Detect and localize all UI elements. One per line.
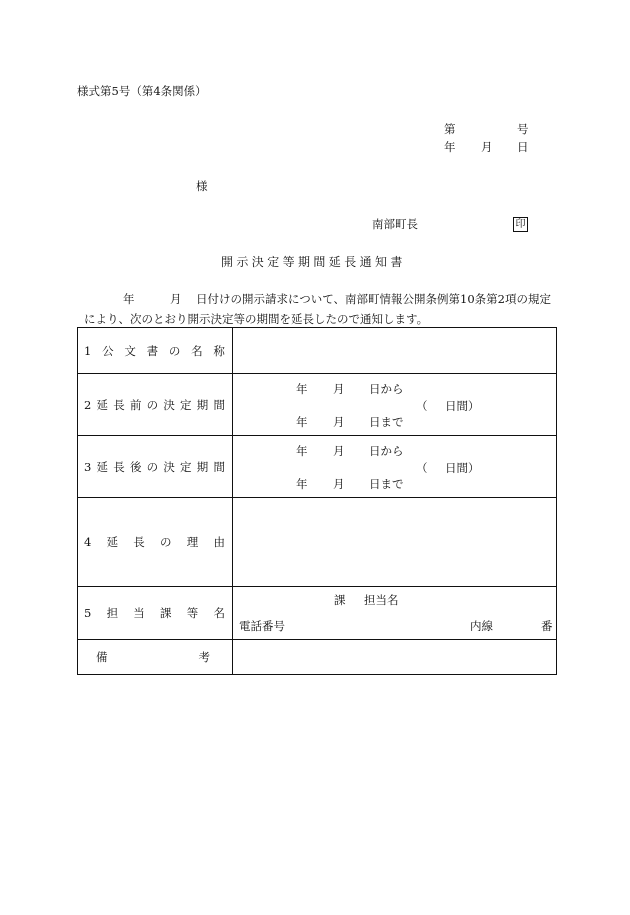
label-char: の bbox=[168, 343, 181, 358]
body-text-line-2: により、次のとおり開示決定等の期間を延長したので通知します。 bbox=[84, 312, 429, 326]
notice-form-table bbox=[77, 327, 557, 675]
to-year: 年 bbox=[296, 477, 308, 491]
row-label-period-after bbox=[78, 436, 233, 498]
label-char: 5 bbox=[84, 606, 92, 620]
label-char: 定 bbox=[180, 397, 192, 412]
label-char: 定 bbox=[180, 459, 192, 474]
label-char: 称 bbox=[213, 343, 225, 358]
label-char: 等 bbox=[186, 606, 199, 620]
value-document-name[interactable] bbox=[233, 328, 557, 374]
row-label-reason bbox=[78, 498, 233, 587]
to-day: 日まで bbox=[369, 415, 404, 429]
from-year: 年 bbox=[296, 444, 308, 458]
label-char: 当 bbox=[133, 606, 145, 620]
body-year: 年 bbox=[123, 292, 135, 306]
label-char: 理 bbox=[186, 535, 199, 549]
label-char: 3 bbox=[84, 459, 92, 474]
to-month: 月 bbox=[333, 415, 345, 429]
recipient-honorific: 様 bbox=[196, 179, 208, 193]
seal-box: 印 bbox=[513, 217, 528, 232]
row-label-document-name bbox=[78, 328, 233, 374]
days-label: 日間） bbox=[445, 399, 480, 413]
label-char: 名 bbox=[191, 343, 203, 358]
body-text-rest: 日付けの開示請求について、南部町情報公開条例第10条第2項の規定 bbox=[196, 292, 551, 306]
table-row bbox=[78, 436, 557, 498]
issuer-name: 南部町長 bbox=[372, 217, 418, 231]
label-char: 考 bbox=[198, 650, 210, 664]
row-label-remarks bbox=[78, 640, 233, 675]
body-month: 月 bbox=[170, 292, 182, 306]
from-year: 年 bbox=[296, 382, 308, 396]
phone-number-label: 電話番号 bbox=[239, 619, 285, 633]
value-reason[interactable] bbox=[233, 498, 557, 587]
label-char: 期 bbox=[196, 397, 209, 412]
label-char: 1 bbox=[84, 343, 92, 358]
from-day: 日から bbox=[369, 382, 404, 396]
label-char: 公 bbox=[102, 343, 114, 358]
issue-month: 月 bbox=[481, 140, 493, 154]
label-char: 間 bbox=[213, 459, 225, 474]
label-char: 長 bbox=[113, 397, 125, 412]
number-suffix: 号 bbox=[517, 122, 529, 136]
value-period-before[interactable] bbox=[233, 374, 557, 436]
extension-label: 内線 bbox=[470, 619, 493, 633]
label-char: 前 bbox=[129, 397, 142, 412]
table-row bbox=[78, 328, 557, 374]
to-year: 年 bbox=[296, 415, 308, 429]
from-month: 月 bbox=[333, 382, 345, 396]
label-char: 担 bbox=[106, 606, 119, 620]
from-day: 日から bbox=[369, 444, 404, 458]
label-char: 由 bbox=[213, 535, 225, 549]
table-row bbox=[78, 374, 557, 436]
days-open-paren: （ bbox=[416, 399, 428, 413]
label-char: 延 bbox=[96, 459, 109, 474]
label-char: 書 bbox=[146, 343, 159, 358]
issue-date-line bbox=[444, 140, 529, 154]
table-row bbox=[78, 498, 557, 587]
document-title: 開示決定等期間延長通知書 bbox=[221, 255, 406, 269]
issue-day: 日 bbox=[517, 140, 529, 154]
person-in-charge-label: 担当名 bbox=[364, 593, 399, 607]
from-month: 月 bbox=[333, 444, 345, 458]
document-number-line bbox=[444, 122, 529, 136]
issue-year: 年 bbox=[444, 140, 456, 154]
label-char: 名 bbox=[213, 606, 225, 620]
label-char: 4 bbox=[84, 535, 92, 549]
value-department[interactable] bbox=[233, 587, 557, 640]
label-char: 2 bbox=[84, 397, 92, 412]
form-identifier: 様式第5号（第4条関係） bbox=[77, 84, 207, 98]
days-label: 日間） bbox=[445, 461, 480, 475]
table-row bbox=[78, 587, 557, 640]
label-char: 長 bbox=[133, 535, 145, 549]
section-label: 課 bbox=[334, 593, 346, 607]
to-month: 月 bbox=[333, 477, 345, 491]
label-char: 延 bbox=[106, 535, 119, 549]
to-day: 日まで bbox=[369, 477, 404, 491]
label-char: 期 bbox=[196, 459, 209, 474]
value-period-after[interactable] bbox=[233, 436, 557, 498]
extension-ban-label: 番 bbox=[541, 619, 553, 633]
label-char: 備 bbox=[96, 650, 108, 664]
days-open-paren: （ bbox=[416, 461, 428, 475]
label-char: 長 bbox=[113, 459, 125, 474]
table-row bbox=[78, 640, 557, 675]
label-char: 決 bbox=[163, 459, 175, 474]
label-char: 文 bbox=[124, 343, 136, 358]
label-char: 間 bbox=[213, 397, 225, 412]
label-char: 課 bbox=[160, 606, 172, 620]
label-char: 延 bbox=[96, 397, 109, 412]
number-prefix: 第 bbox=[444, 122, 456, 136]
label-char: 後 bbox=[129, 459, 142, 474]
row-label-period-before bbox=[78, 374, 233, 436]
body-text-line-1 bbox=[123, 292, 551, 306]
row-label-department bbox=[78, 587, 233, 640]
label-char: の bbox=[160, 535, 172, 549]
label-char: の bbox=[146, 459, 159, 474]
value-remarks[interactable] bbox=[233, 640, 557, 675]
label-char: の bbox=[146, 397, 159, 412]
label-char: 決 bbox=[163, 397, 175, 412]
